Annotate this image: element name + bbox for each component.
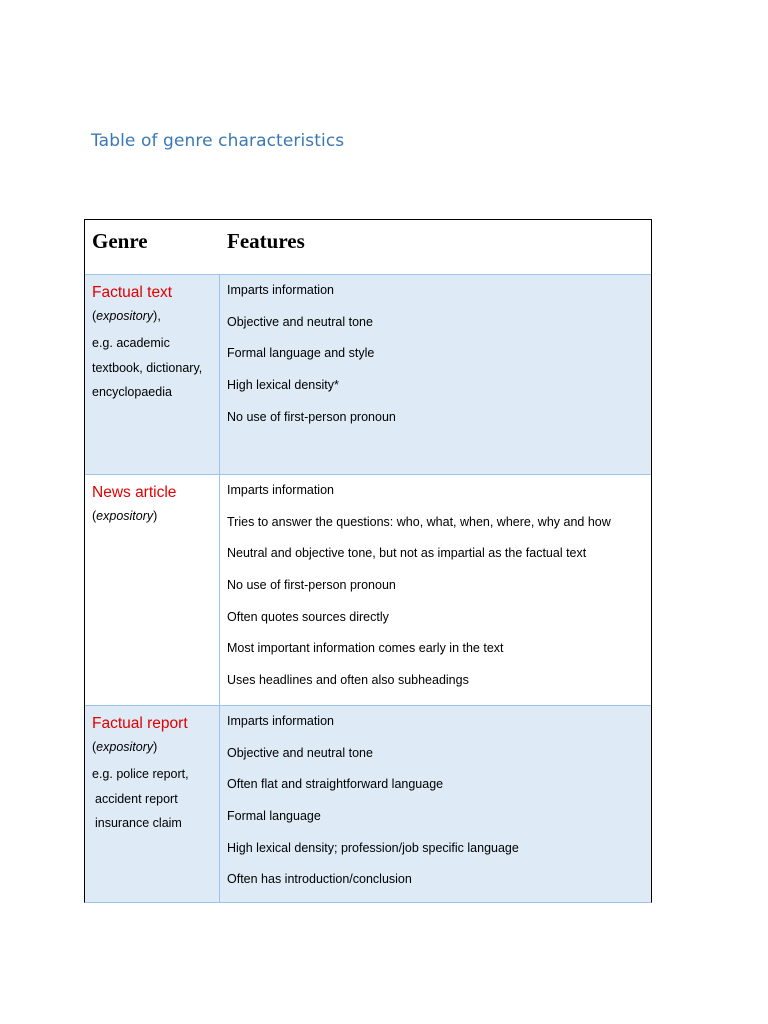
- genre-type-italic: expository: [96, 309, 154, 323]
- genre-cell: [85, 475, 220, 705]
- feature-item: Imparts information: [227, 483, 334, 497]
- genre-example: e.g. police report, accident report insurance claim: [92, 767, 189, 830]
- feature-item: High lexical density*: [227, 378, 339, 393]
- genre-example: e.g. academic textbook, dictionary, encyclopaedia: [92, 336, 203, 399]
- table-row: [85, 706, 651, 902]
- feature-item: Tries to answer the questions: who, what, when, where, why and how: [227, 514, 611, 529]
- table-header-row: [85, 220, 651, 275]
- features-cell: [220, 475, 651, 705]
- header-genre: Genre: [92, 229, 148, 253]
- feature-item: No use of first-person pronoun: [227, 409, 396, 424]
- genre-type-italic: expository: [96, 509, 154, 523]
- table-row: [85, 475, 651, 706]
- genre-name: News article: [92, 484, 177, 501]
- feature-item: Imparts information: [227, 714, 334, 728]
- feature-item: High lexical density; profession/job specific language: [227, 840, 519, 855]
- features-cell: [220, 275, 651, 474]
- table-row: [85, 275, 651, 475]
- page-title: Table of genre characteristics: [91, 131, 345, 151]
- genre-cell: [85, 275, 220, 474]
- features-cell: [220, 706, 651, 902]
- genre-type: (expository),: [92, 309, 161, 323]
- feature-item: Neutral and objective tone, but not as impartial as the factual text: [227, 546, 587, 561]
- genre-name: Factual report: [92, 715, 188, 732]
- feature-item: Objective and neutral tone: [227, 314, 373, 329]
- genre-type: (expository): [92, 740, 158, 754]
- feature-item: Imparts information: [227, 283, 334, 297]
- genre-cell: [85, 706, 220, 902]
- feature-item: Objective and neutral tone: [227, 745, 373, 760]
- genre-table: [84, 219, 652, 903]
- feature-item: Formal language and style: [227, 346, 375, 361]
- feature-item: No use of first-person pronoun: [227, 578, 396, 593]
- header-features: Features: [227, 229, 305, 253]
- feature-item: Often has introduction/conclusion: [227, 872, 412, 887]
- genre-type: (expository): [92, 509, 158, 523]
- feature-item: Most important information comes early in the text: [227, 641, 504, 656]
- genre-name: Factual text: [92, 284, 173, 301]
- genre-type-italic: expository: [96, 740, 154, 754]
- feature-item: Formal language: [227, 809, 321, 824]
- feature-item: Uses headlines and often also subheadings: [227, 673, 469, 688]
- feature-item: Often flat and straightforward language: [227, 777, 444, 792]
- feature-item: Often quotes sources directly: [227, 609, 389, 624]
